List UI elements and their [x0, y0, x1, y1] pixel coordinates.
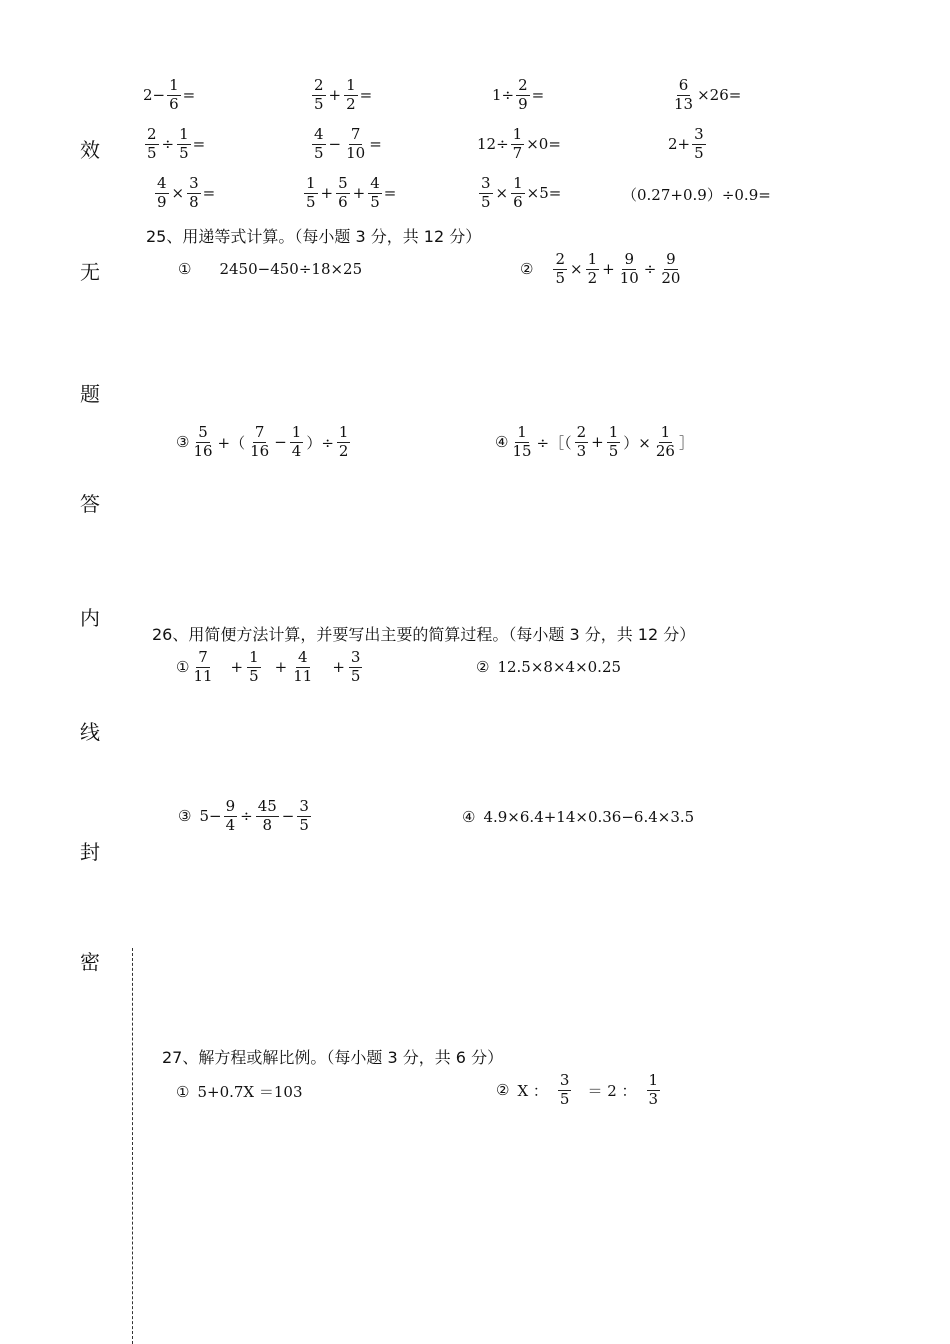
side-char-mi: 密 [80, 950, 100, 974]
q26-heading: 26、用简便方法计算，并要写出主要的简算过程。（每小题 3 分，共 12 分） [152, 625, 696, 644]
q26-problem-2: ② 12.5×8×4×0.25 [476, 658, 622, 676]
oral-calc-r3-b: $\frac{1}{5}$ + $\frac{5}{6}$ + $\frac{4}{5}$ = [306, 174, 397, 211]
side-char-ti: 题 [80, 382, 100, 406]
q27-problem-2: ② X ： $\frac{3}{5}$ ＝ 2 ： $\frac{1}{3}$ [496, 1071, 659, 1108]
oral-calc-r3-d: （0.27+0.9）÷0.9= [622, 186, 771, 204]
oral-calc-r1-b: $\frac{2}{5}$ + $\frac{1}{2}$ = [314, 76, 373, 113]
q25-problem-4: ④ $\frac{1}{15}$ ÷［（ $\frac{2}{3}$ + $\frac{1}{5}$ ）× $\frac{1}{26}$ ］ [495, 423, 694, 460]
oral-calc-r1-d: $\frac{6}{13}$ ×26= [674, 76, 742, 113]
side-char-xiao: 效 [80, 138, 100, 162]
oral-calc-r1-a: 2− $\frac{1}{6}$ = [143, 76, 196, 113]
binding-dashed-line [132, 948, 133, 1344]
q27-heading: 27、解方程或解比例。（每小题 3 分，共 6 分） [162, 1048, 504, 1067]
q25-heading: 25、用递等式计算。（每小题 3 分，共 12 分） [146, 227, 482, 246]
side-char-xian: 线 [80, 720, 100, 744]
q26-problem-4: ④ 4.9×6.4+14×0.36−6.4×3.5 [462, 808, 695, 826]
q25-problem-2: ② $\frac{2}{5}$ × $\frac{1}{2}$ + $\frac{9}{10}$ ÷ $\frac{9}{20}$ [520, 250, 681, 287]
side-char-feng: 封 [80, 840, 100, 864]
oral-calc-r2-c: 12÷ $\frac{1}{7}$ ×0= [477, 125, 561, 162]
oral-calc-r2-d: 2+ $\frac{3}{5}$ [668, 125, 704, 162]
side-char-da: 答 [80, 492, 100, 516]
oral-calc-r3-c: $\frac{3}{5}$ × $\frac{1}{6}$ ×5= [481, 174, 562, 211]
q25-problem-1: ① 2450−450÷18×25 [178, 260, 363, 278]
oral-calc-r2-a: $\frac{2}{5}$ ÷ $\frac{1}{5}$ = [147, 125, 206, 162]
oral-calc-r3-a: $\frac{4}{9}$ × $\frac{3}{8}$ = [157, 174, 216, 211]
oral-calc-r1-c: 1÷ $\frac{2}{9}$ = [492, 76, 545, 113]
q25-problem-3: ③ $\frac{5}{16}$ +（ $\frac{7}{16}$ − $\frac{1}{4}$ ）÷ $\frac{1}{2}$ [176, 423, 349, 460]
oral-calc-r2-b: $\frac{4}{5}$ − $\frac{7}{10}$ = [314, 125, 382, 162]
side-char-wu: 无 [80, 260, 100, 284]
side-char-nei: 内 [80, 606, 100, 630]
q26-problem-3: ③ 5− $\frac{9}{4}$ ÷ $\frac{45}{8}$ − $\frac{3}{5}$ [178, 797, 309, 834]
q26-problem-1: ① $\frac{7}{11}$ + $\frac{1}{5}$ + $\frac{4}{11}$ + $\frac{3}{5}$ [176, 648, 361, 685]
q27-problem-1: ① 5+0.7X ＝103 [176, 1082, 303, 1101]
